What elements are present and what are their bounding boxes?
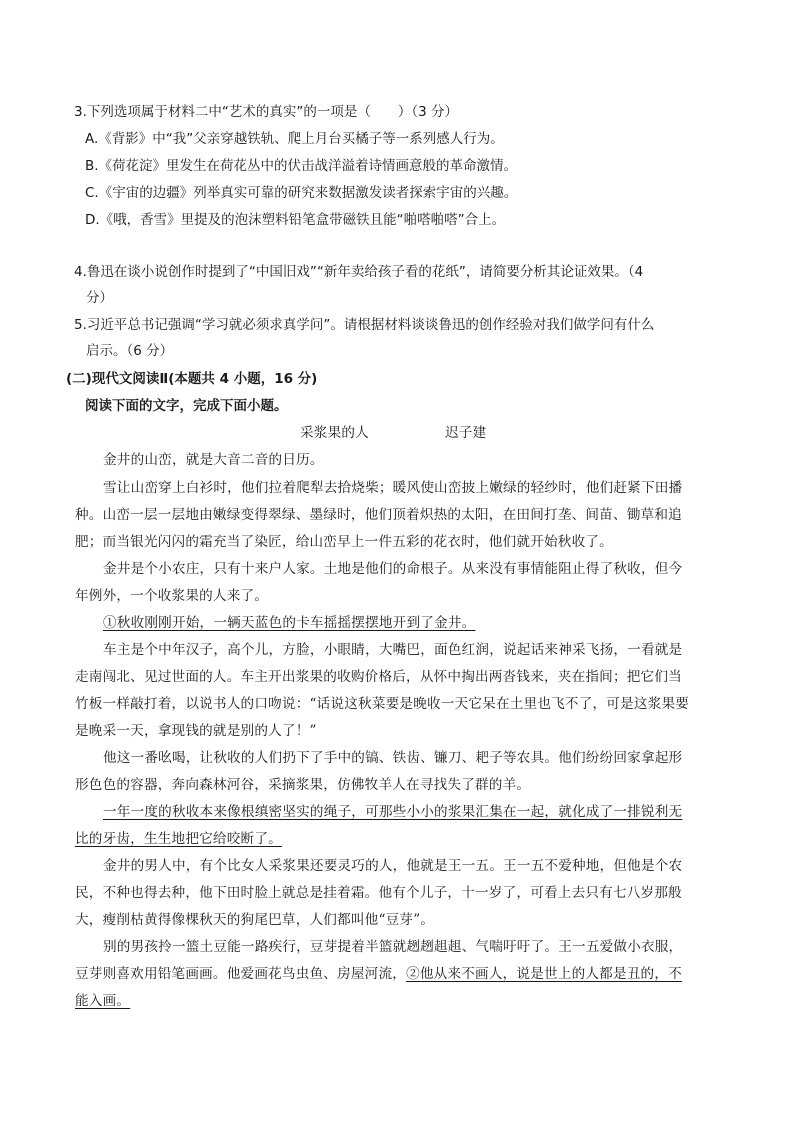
section-heading: (二)现代文阅读Ⅱ(本题共 4 小题，16 分) [66, 371, 318, 387]
underlined-sentence-2: ②他从来不画人，说是世上的人都是丑的，不 [406, 966, 682, 982]
q4-line1: 4.鲁迅在谈小说创作时提到了“中国旧戏”“新年卖给孩子看的花纸”，请简要分析其论证效果。（4 [74, 264, 644, 280]
q5-line1: 5.习近平总书记强调“学习就必须求真学问”。请根据材料谈谈鲁迅的创作经验对我们做学问有什么 [74, 317, 655, 333]
article-line-start [75, 965, 682, 983]
article-line: 金井是个小农庄，只有十来户人家。土地是他们的命根子。从来没有事情能阻止得了秋收，但今 [103, 561, 683, 577]
article-line: 民，不种也得去种，他下田时脸上就总是挂着霜。他有个儿子，十一岁了，可看上去只有七八岁那般 [75, 885, 682, 901]
article-line: 雪让山峦穿上白衫时，他们拉着爬犁去拾烧柴；暖风使山峦披上嫩绿的轻纱时，他们赶紧下田播 [103, 480, 683, 496]
underlined-passage-line: 比的牙齿，生生地把它给咬断了。 [75, 831, 282, 847]
q3-option-c: C.《宇宙的边疆》列举真实可靠的研究来数据激发读者探索宇宙的兴趣。 [85, 185, 518, 201]
q4-line2: 分） [86, 290, 113, 306]
article-line: 车主是个中年汉子，高个儿，方脸，小眼睛，大嘴巴，面色红润，说起话来神采飞扬，一看就是 [103, 642, 683, 658]
article-line: 种。山峦一层一层地由嫩绿变得翠绿、墨绿时，他们顶着炽热的太阳，在田间打垄、间苗、锄草和追 [75, 507, 682, 523]
q3-stem: 3.下列选项属于材料二中“艺术的真实”的一项是（ ）（3 分） [74, 104, 458, 120]
article-line: 别的男孩拎一篮土豆能一路疾行，豆芽提着半篮就趔趔趄趄、气喘吁吁了。王一五爱做小衣服， [103, 939, 683, 955]
article-line: 形色色的容器，奔向森林河谷，采摘浆果，仿佛牧羊人在寻找失了群的羊。 [75, 777, 531, 793]
underlined-sentence-1: ①秋收刚刚开始，一辆天蓝色的卡车摇摇摆摆地开到了金井。 [103, 615, 476, 631]
article-author: 迟子建 [445, 425, 487, 441]
underlined-passage-line: 一年一度的秋收本来像根缜密坚实的绳子，可那些小小的浆果汇集在一起，就化成了一排锐利无 [103, 804, 683, 820]
article-line: 肥；而当银光闪闪的霜充当了染匠，给山峦早上一件五彩的花衣时，他们就开始秋收了。 [75, 534, 613, 550]
q5-line2: 启示。（6 分） [86, 343, 174, 359]
article-line: 金井的山峦，就是大音二音的日历。 [103, 452, 324, 468]
article-line: 大，瘦削枯黄得像棵秋天的狗尾巴草，人们都叫他“豆芽”。 [75, 912, 435, 928]
article-line: 金井的男人中，有个比女人采浆果还要灵巧的人，他就是王一五。王一五不爱种地，但他是个农 [103, 858, 683, 874]
article-line: 年例外，一个收浆果的人来了。 [75, 588, 269, 604]
article-line: 豆芽则喜欢用铅笔画画。他爱画花鸟虫鱼、房屋河流， [75, 966, 407, 982]
q3-option-d: D.《哦，香雪》里提及的泡沫塑料铅笔盒带磁铁且能“啪嗒啪嗒”合上。 [85, 212, 506, 228]
article-line: 走南闯北、见过世面的人。车主开出浆果的收购价格后，从怀中掏出两沓钱来，夹在指间；把它们当 [75, 669, 682, 685]
article-line: 是晚采一天，拿现钱的就是别的人了！” [75, 723, 317, 739]
underlined-sentence-2-end: 能入画。 [75, 993, 131, 1009]
article-line: 竹板一样敲打着，以说书人的口吻说：“话说这秋菜要是晚收一天它呆在土里也飞不了，可是这浆果要 [75, 696, 690, 712]
section-instruction: 阅读下面的文字，完成下面小题。 [85, 398, 288, 414]
q3-option-b: B.《荷花淀》里发生在荷花丛中的伏击战洋溢着诗情画意般的革命激情。 [85, 158, 518, 174]
article-title: 采浆果的人 [300, 425, 369, 441]
q3-option-a: A.《背影》中“我”父亲穿越铁轨、爬上月台买橘子等一系列感人行为。 [85, 131, 504, 147]
article-line: 他这一番吆喝，让秋收的人们扔下了手中的镐、铁齿、镰刀、耙子等农具。他们纷纷回家拿起形 [103, 750, 683, 766]
